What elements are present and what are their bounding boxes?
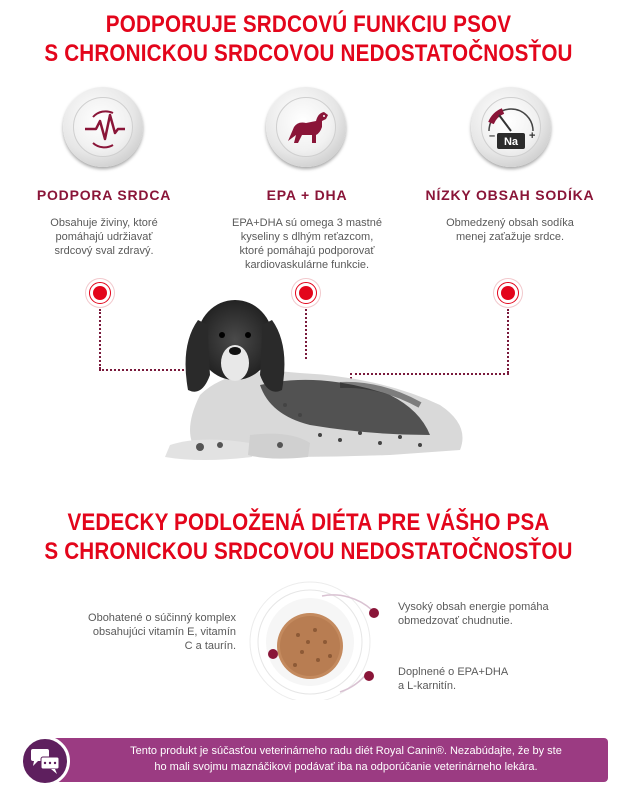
marker-sodium xyxy=(494,279,522,307)
feature-title-heart: PODPORA SRDCA xyxy=(36,187,172,203)
marker-heart xyxy=(86,279,114,307)
heartbeat-icon xyxy=(63,87,143,167)
svg-text:Na: Na xyxy=(503,136,519,148)
vet-notice-banner xyxy=(52,738,608,782)
page-title xyxy=(43,10,574,68)
vet-notice-text: Tento produkt je súčasťou veterinárneho radu diét Royal Canin®. Nezabúdajte, že by ste ho mali svojmu maznáčikovi podávať iba na odporúčanie veterinárneho lekára. xyxy=(130,745,562,773)
section-title xyxy=(43,508,574,566)
bullet-epa xyxy=(364,671,374,681)
section-title-line-1: VEDECKY PODLOŽENÁ DIÉTA PRE VÁŠHO PSA xyxy=(67,509,550,536)
heart-support-badge xyxy=(63,87,143,167)
sodium-gauge-icon xyxy=(471,87,551,167)
dog-photo xyxy=(140,285,480,470)
connector-sodium-vertical xyxy=(507,309,509,373)
low-sodium-badge xyxy=(471,87,551,167)
svg-text:–: – xyxy=(489,130,496,142)
svg-text:+: + xyxy=(529,130,536,142)
bullet-energy xyxy=(369,608,379,618)
bullet-vitamins xyxy=(268,649,278,659)
feature-text-heart: Obsahuje živiny, ktoré pomáhajú udržiavať srdcový sval zdravý. xyxy=(50,217,158,257)
text-epa-carnitine: Doplnené o EPA+DHA a L-karnitín. xyxy=(398,666,509,692)
chat-bubbles-icon xyxy=(20,736,70,786)
text-vitamin-complex: Obohatené o súčinný komplex obsahujúci vitamín E, vitamín C a taurín. xyxy=(88,612,236,652)
feature-text-epa: EPA+DHA sú omega 3 mastné kyseliny s dlhým reťazcom, ktoré pomáhajú podporovať kardiovaskulárne funkcie. xyxy=(232,217,382,271)
epa-dha-badge xyxy=(266,87,346,167)
feature-title-sodium: NÍZKY OBSAH SODÍKA xyxy=(425,187,595,203)
connector-heart-vertical xyxy=(99,309,101,369)
title-line-2: S CHRONICKOU SRDCOVOU NEDOSTATOČNOSŤOU xyxy=(44,40,573,67)
text-high-energy: Vysoký obsah energie pomáha obmedzovať chudnutie. xyxy=(398,601,549,627)
feature-text-sodium: Obmedzený obsah sodíka menej zaťažuje srdce. xyxy=(446,217,574,243)
feature-title-epa: EPA + DHA xyxy=(266,187,348,203)
title-line-1: PODPORUJE SRDCOVÚ FUNKCIU PSOV xyxy=(105,11,512,38)
kibble-graphic xyxy=(240,580,390,700)
section-title-line-2: S CHRONICKOU SRDCOVOU NEDOSTATOČNOSŤOU xyxy=(44,538,573,565)
dog-icon xyxy=(266,87,346,167)
